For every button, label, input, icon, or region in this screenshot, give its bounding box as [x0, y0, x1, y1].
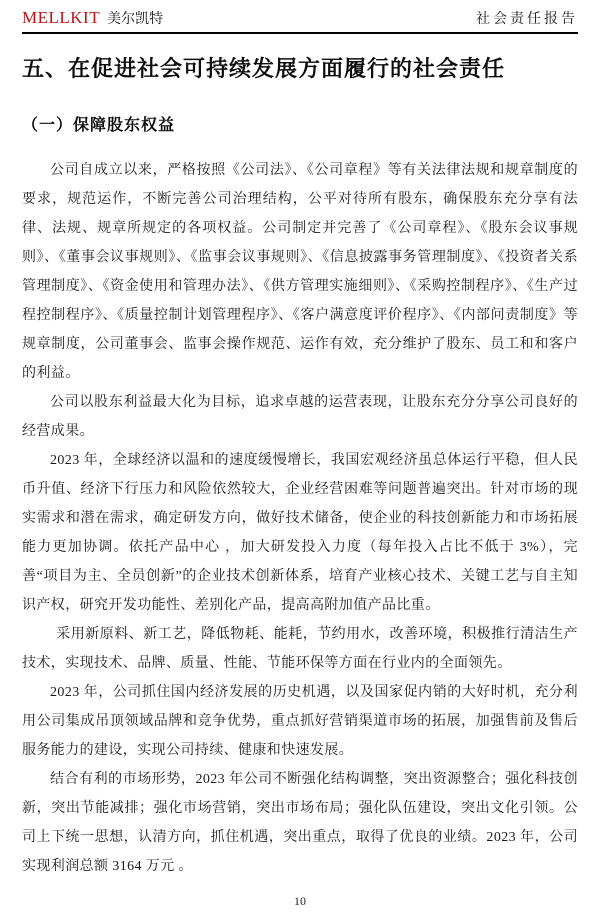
body-paragraph: 2023 年，全球经济以温和的速度缓慢增长，我国宏观经济虽总体运行平稳，但人民币升值、经济下行压力和风险依然较大，企业经营困难等问题普遍突出。针对市场的现实需求和潜在需求，确定研发方向，做好技术储备，使企业的科技创新能力和市场拓展能力更加协调。依托产品中心 ，加大研发投入力度（每年投入占比不低于 3%），完善“项目为主、全员创新”的企业技术创新体系，培育产业核心技术、关键工艺与自主知识产权，研究开发功能性、差别化产品，提高高附加值产品比重。	[22, 453, 578, 613]
subsection-heading: （一）保障股东权益	[22, 117, 176, 134]
header-report-title: 社会责任报告	[476, 12, 578, 27]
brand-name-chinese: 美尔凯特	[107, 12, 164, 27]
section-title: 五、在促进社会可持续发展方面履行的社会责任	[22, 56, 506, 81]
body-paragraph: 结合有利的市场形势，2023 年公司不断强化结构调整，突出资源整合；强化科技创新，突出节能减排；强化市场营销，突出市场布局；强化队伍建设，突出文化引领。公司上下统一思想，认清方向，抓住机遇，突出重点，取得了优良的业绩。2023 年，公司实现利润总额 3164 万元 。	[22, 772, 578, 874]
body-paragraph: 采用新原料、新工艺，降低物耗、能耗，节约用水，改善环境，积极推行清洁生产技术，实现技术、品牌、质量、性能、节能环保等方面在行业内的全面领先。	[22, 627, 578, 671]
body-paragraph: 公司以股东利益最大化为目标，追求卓越的运营表现，让股东充分分享公司良好的经营成果。	[22, 395, 578, 439]
page-number: 10	[294, 894, 306, 908]
brand	[22, 8, 163, 28]
brand-logo-text: MELLKIT	[22, 8, 101, 27]
page-header	[22, 8, 578, 34]
body-text	[22, 156, 578, 881]
body-paragraph: 公司自成立以来，严格按照《公司法》、《公司章程》等有关法律法规和规章制度的要求，规范运作，不断完善公司治理结构，公平对待所有股东，确保股东充分享有法律、法规、规章所规定的各项权益。公司制定并完善了《公司章程》、《股东会议事规则》、《董事会议事规则》、《监事会议事规则》、《信息披露事务管理制度》、《投资者关系管理制度》、《资金使用和管理办法》、《供方管理实施细则》、《采购控制程序》、《生产过程控制程序》、《质量控制计划管理程序》、《客户满意度评价程序》、《内部问责制度》等规章制度，公司董事会、监事会操作规范、运作有效，充分维护了股东、员工和和客户的利益。	[22, 163, 578, 381]
body-paragraph: 2023 年，公司抓住国内经济发展的历史机遇，以及国家促内销的大好时机，充分利用公司集成吊顶领域品牌和竞争优势，重点抓好营销渠道市场的拓展，加强售前及售后服务能力的建设，实现公司持续、健康和快速发展。	[22, 685, 578, 758]
